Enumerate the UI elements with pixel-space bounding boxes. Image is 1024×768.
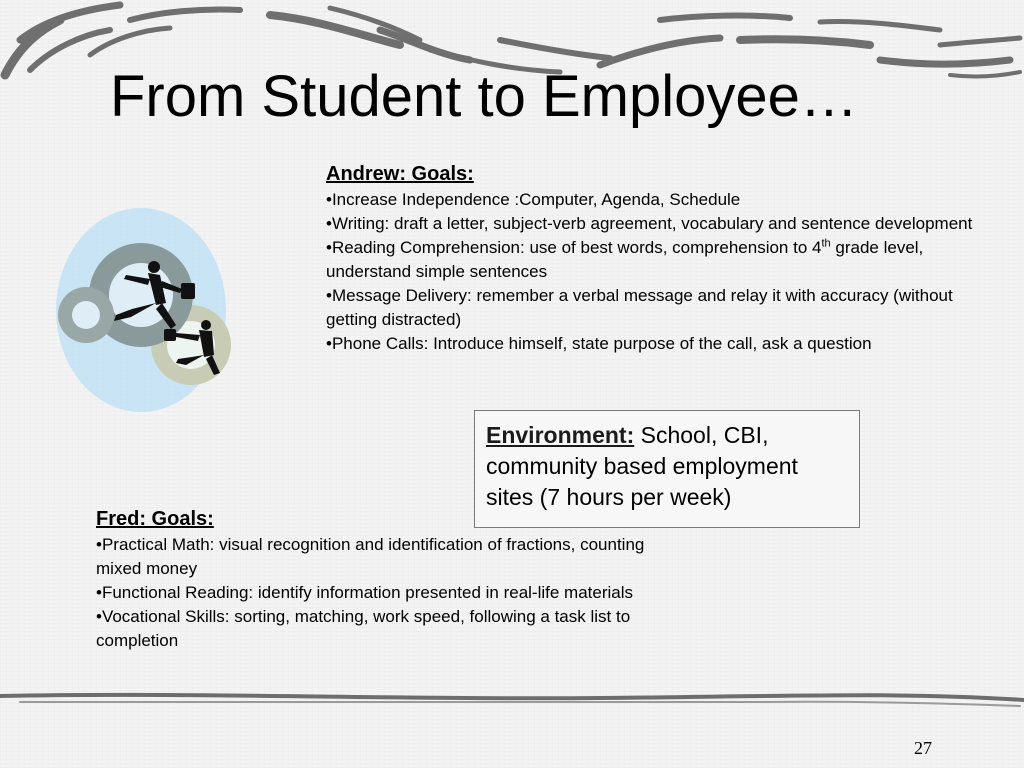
andrew-goals: [326, 160, 1002, 356]
andrew-goal-reading: [326, 236, 1002, 284]
fred-goals: [96, 505, 676, 653]
environment-text: School, CBI, community based employment sites (7 hours per week): [486, 422, 798, 510]
fred-goals-heading: Fred: Goals:: [96, 508, 214, 530]
andrew-goal-phone-calls: •Phone Calls: Introduce himself, state purpose of the call, ask a question: [326, 334, 872, 353]
fred-goal-math: •Practical Math: visual recognition and identification of fractions, counting mixed money: [96, 535, 645, 578]
andrew-goal-independence: •Increase Independence :Computer, Agenda, Schedule: [326, 190, 741, 209]
page-number: 27: [914, 738, 932, 758]
fred-goal-reading: •Functional Reading: identify information presented in real-life materials: [96, 583, 634, 602]
businessmen-running-gears-icon: [36, 205, 246, 415]
environment-label: Environment:: [486, 422, 635, 448]
fred-goal-vocational: •Vocational Skills: sorting, matching, work speed, following a task list to completion: [96, 607, 631, 650]
andrew-goal-writing: •Writing: draft a letter, subject-verb agreement, vocabulary and sentence development: [326, 214, 973, 233]
andrew-goals-heading: Andrew: Goals:: [326, 163, 474, 185]
andrew-goal-message-delivery: •Message Delivery: remember a verbal message and relay it with accuracy (without getting distracted): [326, 286, 953, 329]
andrew-goal-reading-part2: grade level, understand simple sentences: [326, 238, 924, 281]
ordinal-superscript: th: [821, 237, 831, 250]
slide-title: From Student to Employee…: [110, 64, 858, 129]
andrew-goal-reading-part1: •Reading Comprehension: use of best words, comprehension to 4: [326, 238, 822, 257]
bottom-divider: [0, 688, 1024, 718]
